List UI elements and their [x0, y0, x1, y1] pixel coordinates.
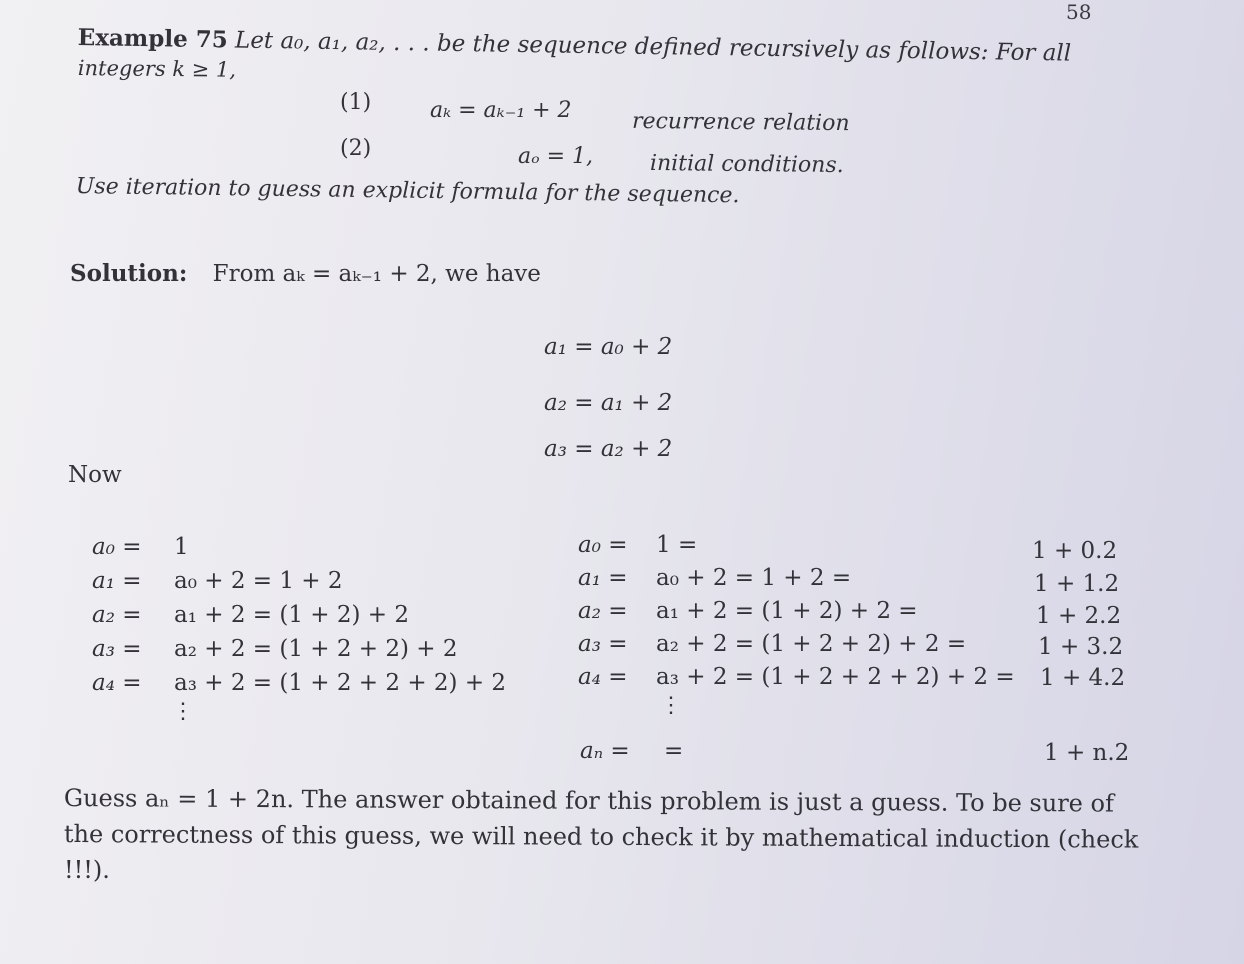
example-task: Use iteration to guess an explicit formula for the sequence.	[75, 174, 740, 209]
right-lhs-4: a₄ =	[578, 664, 628, 690]
guess-line3: !!!).	[64, 856, 110, 884]
example-label: Example 75	[77, 24, 228, 54]
now-label: Now	[68, 462, 122, 488]
eq1: aₖ = aₖ₋₁ + 2	[430, 98, 572, 123]
right-vdots: ⋮	[660, 693, 682, 718]
eq2-desc: initial conditions.	[649, 150, 844, 179]
right-mid-0: 1 =	[656, 532, 698, 558]
solution-text: From aₖ = aₖ₋₁ + 2, we have	[212, 261, 541, 287]
left-vdots: ⋮	[172, 699, 194, 724]
left-lhs-0: a₀ =	[92, 534, 142, 560]
example-text-line2: integers k ≥ 1,	[77, 56, 237, 82]
left-rhs-1: a₀ + 2 = 1 + 2	[174, 568, 343, 594]
right-mid-1: a₀ + 2 = 1 + 2 =	[656, 565, 852, 591]
right-res-3: 1 + 3.2	[1038, 634, 1124, 660]
right-lhs-3: a₃ =	[578, 631, 628, 657]
page-number: 58	[1066, 0, 1092, 24]
right-lhs-1: a₁ =	[578, 565, 628, 591]
right-n-mid: =	[664, 738, 684, 764]
solution-intro	[70, 260, 541, 287]
right-res-4: 1 + 4.2	[1040, 665, 1126, 691]
right-res-2: 1 + 2.2	[1036, 603, 1122, 629]
left-rhs-0: 1	[174, 534, 189, 560]
left-rhs-2: a₁ + 2 = (1 + 2) + 2	[174, 602, 409, 628]
left-rhs-3: a₂ + 2 = (1 + 2 + 2) + 2	[174, 636, 458, 662]
right-res-0: 1 + 0.2	[1032, 538, 1118, 564]
solution-eq2: a₂ = a₁ + 2	[544, 390, 673, 416]
guess-line2: the correctness of this guess, we will need to check it by mathematical induction (check	[63, 820, 1139, 854]
right-mid-4: a₃ + 2 = (1 + 2 + 2 + 2) + 2 =	[656, 664, 1015, 690]
example-text-line1: Let a₀, a₁, a₂, . . . be the sequence defined recursively as follows: For all	[234, 27, 1072, 67]
right-mid-3: a₂ + 2 = (1 + 2 + 2) + 2 =	[656, 631, 967, 657]
left-lhs-4: a₄ =	[92, 670, 142, 696]
right-lhs-2: a₂ =	[578, 598, 628, 624]
eq2-number: (2)	[340, 136, 372, 161]
right-lhs-0: a₀ =	[578, 532, 628, 558]
solution-eq3: a₃ = a₂ + 2	[544, 436, 673, 462]
eq2: aₒ = 1,	[518, 144, 594, 169]
right-res-1: 1 + 1.2	[1034, 571, 1120, 597]
left-lhs-2: a₂ =	[92, 602, 142, 628]
left-lhs-1: a₁ =	[92, 568, 142, 594]
left-rhs-4: a₃ + 2 = (1 + 2 + 2 + 2) + 2	[174, 670, 507, 696]
solution-eq1: a₁ = a₀ + 2	[544, 334, 673, 360]
right-n-lhs: aₙ =	[580, 738, 630, 764]
right-n-res: 1 + n.2	[1044, 740, 1130, 766]
eq1-desc: recurrence relation	[631, 108, 850, 137]
solution-label: Solution:	[70, 260, 188, 287]
left-lhs-3: a₃ =	[92, 636, 142, 662]
right-mid-2: a₁ + 2 = (1 + 2) + 2 =	[656, 598, 918, 624]
eq1-number: (1)	[340, 90, 372, 115]
guess-line1: Guess aₙ = 1 + 2n. The answer obtained for this problem is just a guess. To be sure of	[63, 784, 1114, 818]
